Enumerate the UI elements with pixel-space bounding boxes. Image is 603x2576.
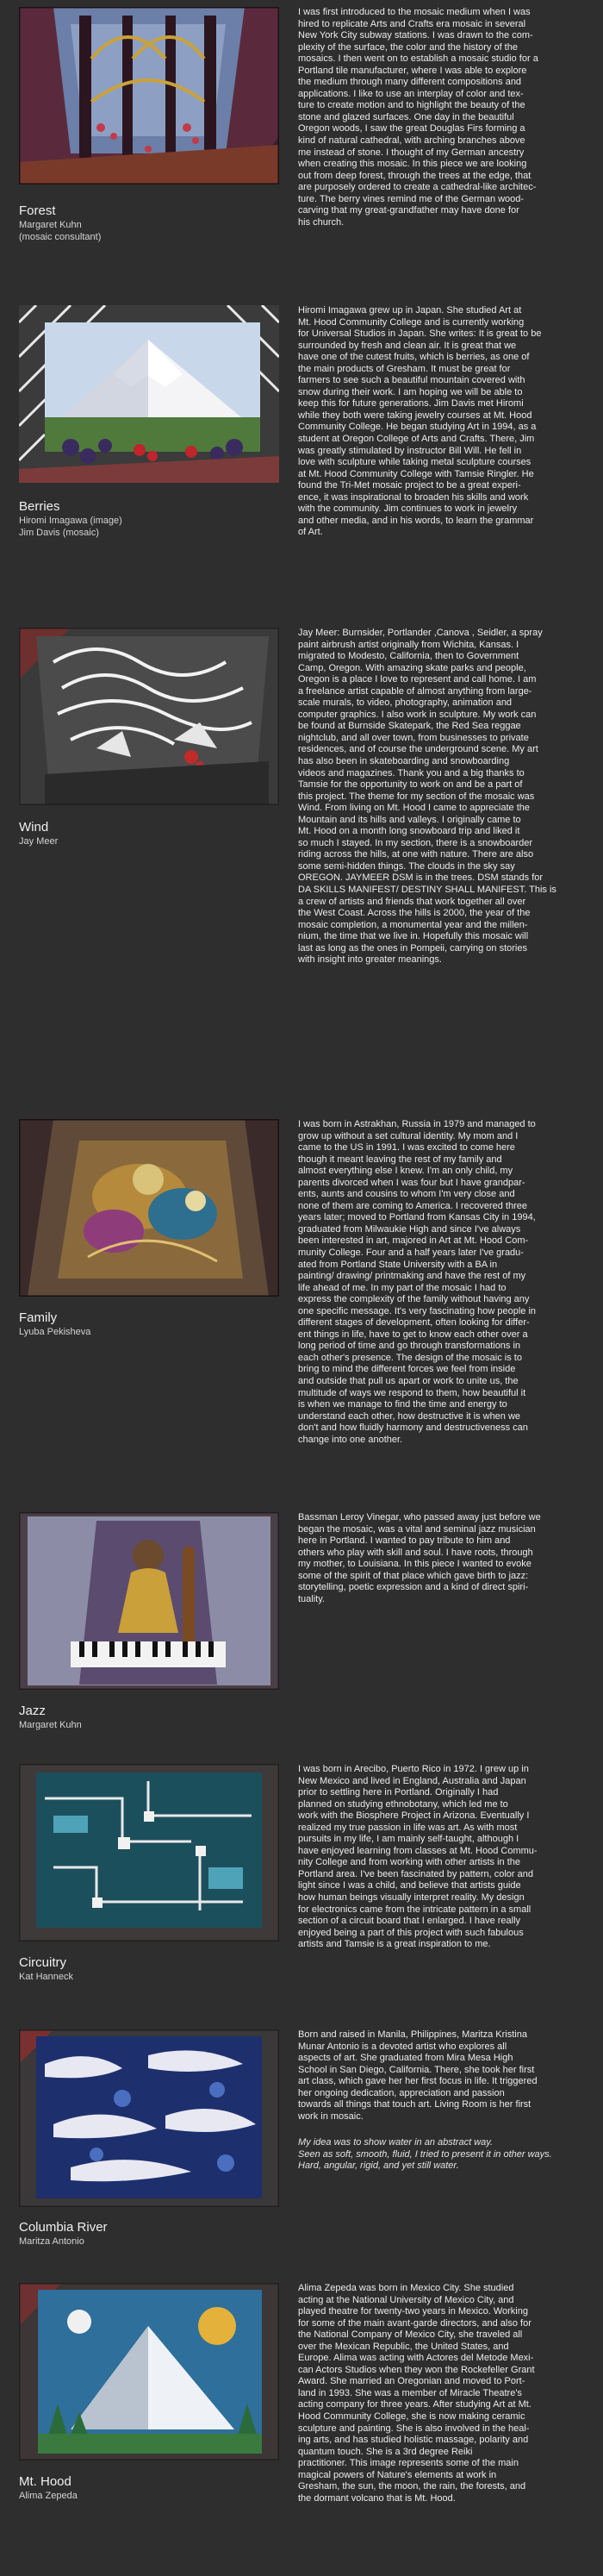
- mosaic-title: Columbia River: [19, 2220, 108, 2235]
- artist-bio: I was born in Arecibo, Puerto Rico in 1972. I grew up in New Mexico and lived in England, Australia and Japan prior to settling here in Portland. Originally I had planned on studying ethnobotany, which led me to work with the Biosphere Project in Arizona. Eventually I realized my true passion in life was art. As with most pursuits in my life, I am mainly self-taught, although I have enjoyed learning from classes at Mt. Hood Commu- nity College and from working with other artists in the Portland area. I've been fascinated by pattern, color and light since I was a child, and believe that artists guide how human beings visually interpret reality. My design for electronics came from the intricate pattern in a small section of a circuit board that I enlarged. I have really enjoyed being a part of this project with such fabulous artists and Tamsie is a great inspiration to me.: [298, 1764, 538, 1950]
- artist-bio: Alima Zepeda was born in Mexico City. She studied acting at the National University of Mexico City, and played theatre for twenty-two years in Mexico. Working for some of the main avant-garde directors, and also for the National Company of Mexico City, she traveled all over the Mexican Republic, the United States, and Europe. Alima was acting with Actores del Metode Mexi- can Actors Studios when they won the Rockefeller Grant Award. She married an Oregonian and moved to Port- land in 1993. She was a member of Miracle Theatre's acting company for three years. After studying Art at Mt. Hood Community College, she is now making ceramic sculpture and painting. She is also involved in the heal- ing arts, and has studied holistic massage, polarity and quantum touch. She is a 3rd degree Reiki practitioner. This image represents some of the main magical powers of Nature's elements at work in Gresham, the sun, the moon, the rain, the forests, and the dormant volcano that is Mt. Hood.: [298, 2283, 535, 2504]
- artist-credit: Alima Zepeda: [19, 2491, 78, 2501]
- artist-bio: I was born in Astrakhan, Russia in 1979 and managed to grow up without a set cultural identity. My mom and I came to the US in 1991. I was excited to come here though it meant leaving the rest of my family and almost everything else I knew. I'm an only child, my parents divorced when I was four but I have grandpar- ents, aunts and cousins to whom I'm very close and none of them are coming to America. I recovered three years later; moved to Portland from Kansas City in 1994, graduated from Milwaukie High and since I've always been interested in art, majored in Art at Mt. Hood Com- munity College. Four and a half years later I've gradu- ated from Portland State University with a BA in painting/ drawing/ printmaking and have the rest of my life ahead of me. In my part of the mosaic I had to express the complexity of the family without having any one specific message. It's very fascinating how people in different stages of development, often looking for differ- ent things in life, have to get to know each other over a long period of time and go through transformations in each other's presence. The design of the mosaic is to bring to mind the different forces we feel from inside and outside that pull us apart or work to unite us, the multitude of ways we respond to them, how beautiful it is when we manage to find the time and energy to understand each other, how destructive it is when we don't and how fluidly harmony and destructiveness can change into one another.: [298, 1119, 537, 1445]
- mosaic-image-family: [19, 1119, 279, 1297]
- mosaic-title: Mt. Hood: [19, 2474, 71, 2489]
- mt-hood-mosaic-svg: [19, 2283, 279, 2460]
- caption-circuitry: [19, 1955, 277, 1984]
- artist-credit: Hiromi Imagawa (image): [19, 516, 122, 526]
- artist-quote: My idea was to show water in an abstract way. Seen as soft, smooth, fluid, I tried to present it in other ways. Hard, angular, rigid, and yet still water.: [298, 2137, 552, 2172]
- jazz-mosaic-svg: [19, 1512, 279, 1690]
- artist-bio: Bassman Leroy Vinegar, who passed away just before we began the mosaic, was a vital and seminal jazz musician here in Portland. I wanted to pay tribute to him and others who play with skill and soul. I have roots, through my mother, to Louisiana. In this piece I wanted to evoke some of the spirit of that place which gave birth to jazz: storytelling, poetic expression and a kind of direct spiri- tuality.: [298, 1512, 541, 1604]
- artist-bio: Jay Meer: Burnsider, Portlander ,Canova , Seidler, a spray paint airbrush artist originally from Wichita, Kansas. I migrated to Modesto, California, then to Government Camp, Oregon. With amazing skate parks and people, Oregon is a place I love to represent and call home. I am a freelance artist capable of almost anything from large- scale murals, to video, photography, animation and computer graphics. I also work in sculpture. My work can be found at Burnside Skatepark, the Red Sea reggae nightclub, and all over town, from businesses to private residences, and of course the underground scene. My art has also been in skateboarding and snowboarding videos and magazines. Thank you and a big thanks to Tamsie for the opportunity to work on and be a part of this project. The theme for my section of the mosaic was Wind. From living on Mt. Hood I came to appreciate the Mountain and its hills and valleys. I originally came to Mt. Hood on a month long snowboard trip and liked it so much I stayed. In my section, there is a snowboarder riding across the hills, at one with nature. There are also some semi-hidden things. The clouds in the sky say OREGON. JAYMEER DSM is in the trees. DSM stands for DA SKILLS MANIFEST/ DESTINY SHALL MANIFEST. This is a crew of artists and friends that work together all over the West Coast. Across the hills is 2000, the year of the mosaic completion, a monumental year and the millen- nium, the time that we live in. Hopefully this mosaic will last as long as the ones in Pompeii, carrying on stories with insight into greater meanings.: [298, 628, 556, 966]
- artist-credit: (mosaic consultant): [19, 231, 102, 242]
- artist-credit: Lyuba Pekisheva: [19, 1327, 91, 1337]
- circuitry-mosaic-svg: [19, 1764, 279, 1941]
- caption-mt-hood: [19, 2474, 277, 2503]
- mosaic-image-mt-hood: [19, 2283, 279, 2460]
- caption-berries: [19, 499, 277, 539]
- artist-bio: I was first introduced to the mosaic medium when I was hired to replicate Arts and Crafts era mosaic in several New York City subway stations. I was drawn to the com- plexity of the surface, the color and the history of the mosaics. I then went on to establish a mosaic studio for a Portland tile manufacturer, where I was able to explore the medium through many different compositions and applications. I like to use an interplay of color and tex- ture to create motion and to highlight the beauty of the stone and glazed surfaces. One day in the beautiful Oregon woods, I saw the great Douglas Firs forming a kind of natural cathedral, with arching branches above me instead of stone. I thought of my German ancestry when creating this mosaic. In this piece we are looking out from deep forest, through the trees at the edge, that are purposely ordered to create a cathedral-like architec- ture. The berry vines remind me of the German wood- carving that my great-grandfather may have done for his church.: [298, 7, 538, 228]
- columbia-river-mosaic-svg: [19, 2029, 279, 2207]
- mosaic-image-columbia-river: [19, 2029, 279, 2207]
- mosaic-image-forest: [19, 7, 279, 184]
- mosaic-image-jazz: [19, 1512, 279, 1690]
- artist-credit: Jay Meer: [19, 836, 59, 847]
- artist-credit: Kat Hanneck: [19, 1972, 73, 1982]
- caption-family: [19, 1310, 277, 1339]
- berries-mosaic-svg: [19, 305, 279, 483]
- mosaic-title: Jazz: [19, 1704, 46, 1718]
- artist-credit: Jim Davis (mosaic): [19, 527, 99, 538]
- mosaic-image-circuitry: [19, 1764, 279, 1941]
- mosaic-title: Circuitry: [19, 1955, 66, 1970]
- artist-bio: Hiromi Imagawa grew up in Japan. She studied Art at Mt. Hood Community College and is currently working for Universal Studios in Japan. She writes: It is great to be surrounded by fresh and clean air. It is great that we have one of the cutest fruits, which is berries, as one of the main products of Gresham. It must be great for farmers to see such a beautiful mountain covered with snow during their work. I am hoping we will be able to keep this for future generations. Jim Davis met Hiromi while they both were taking jewelry courses at Mt. Hood Community College. He began studying Art in 1994, as a student at Oregon College of Arts and Crafts. There, Jim was greatly stimulated by instructor Bill Will. He fell in love with sculpture while taking metal sculpture courses at Mt. Hood Community College with Tamsie Ringler. He found the Tri-Met mosaic project to be a great experi- ence, it was inspirational to broaden his skills and work with the community. Jim continues to work in jewelry and other media, and in his words, to learn the grammar of Art.: [298, 305, 542, 538]
- artist-credit: Margaret Kuhn: [19, 220, 82, 230]
- mosaic-title: Family: [19, 1310, 58, 1325]
- caption-forest: [19, 203, 277, 243]
- family-mosaic-svg: [19, 1119, 279, 1297]
- artist-credit: Margaret Kuhn: [19, 1720, 82, 1730]
- mosaic-title: Wind: [19, 820, 49, 835]
- caption-wind: [19, 820, 277, 848]
- wind-mosaic-svg: [19, 628, 279, 805]
- caption-jazz: [19, 1704, 277, 1732]
- mosaic-title: Berries: [19, 499, 60, 514]
- forest-mosaic-svg: [19, 7, 279, 184]
- artist-bio: Born and raised in Manila, Philippines, Maritza Kristina Munar Antonio is a devoted artist who explores all aspects of art. She graduated from Mira Mesa High School in San Diego, California. There, she took her first art class, which gave her her first focus in life. It triggered her ongoing dedication, appreciation and passion towards all things that touch art. Living Room is her first work in mosaic.: [298, 2029, 538, 2122]
- mosaic-image-berries: [19, 305, 279, 483]
- mosaic-title: Forest: [19, 203, 56, 218]
- mosaic-image-wind: [19, 628, 279, 805]
- artist-credit: Maritza Antonio: [19, 2236, 84, 2247]
- caption-columbia-river: [19, 2220, 277, 2248]
